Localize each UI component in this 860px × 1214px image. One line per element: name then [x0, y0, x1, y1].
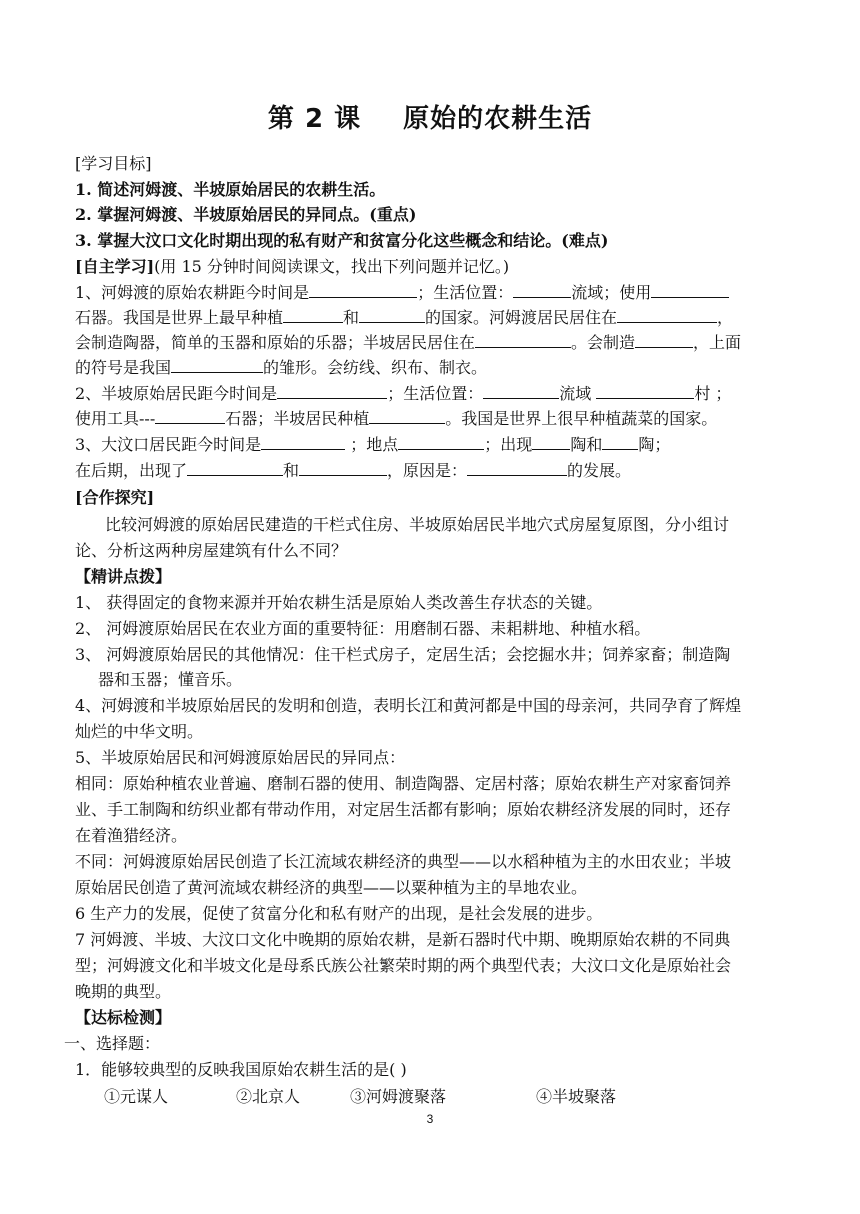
explain-same-2: 业、手工制陶和纺织业都有带动作用，对定居生活都有影响；原始农耕经济发展的同时，还存	[75, 800, 732, 819]
explain-heading: 【精讲点拨】	[75, 567, 172, 586]
explain-item-1: 1、 获得固定的食物来源并开始农耕生活是原始人类改善生存状态的关键。	[75, 593, 603, 612]
explain-item-5: 5、半坡原始居民和河姆渡原始居民的异同点：	[75, 748, 406, 767]
explain-same-3: 在着渔猎经济。	[75, 826, 188, 845]
fill-blank[interactable]	[617, 305, 717, 323]
goal-item-3: 3. 掌握大汶口文化时期出现的私有财产和贫富分化这些概念和结论。(难点)	[75, 231, 609, 250]
q3-line-2: 在后期，出现了 和 ，原因是： 的发展。	[75, 458, 795, 483]
fill-blank[interactable]	[602, 432, 638, 450]
fill-blank[interactable]	[532, 432, 570, 450]
test-heading: 【达标检测】	[75, 1008, 172, 1027]
q2-line-1: 2、半坡原始居民距今时间是 ；生活位置： 流域 村 ；	[75, 381, 795, 406]
q1-line-1: 1、河姆渡的原始农耕距今时间是 ；生活位置： 流域；使用	[75, 280, 795, 305]
self-study-heading-line	[75, 254, 795, 279]
option-d[interactable]: ④半坡聚落	[536, 1087, 617, 1106]
fill-blank[interactable]	[155, 406, 225, 424]
explain-item-2: 2、 河姆渡原始居民在农业方面的重要特征：用磨制石器、耒耜耕地、种植水稻。	[75, 619, 651, 638]
fill-blank[interactable]	[359, 305, 425, 323]
q1-line-3: 会制造陶器，简单的玉器和原始的乐器；半坡居民居住在 。会制造 ，上面	[75, 330, 795, 355]
test-section: 一、选择题：	[64, 1034, 161, 1053]
fill-blank[interactable]	[596, 381, 694, 399]
fill-blank[interactable]	[309, 280, 417, 298]
q3-line-1: 3、大汶口居民距今时间是 ；地点 ；出现 陶和 陶；	[75, 432, 795, 457]
explain-item-6: 6 生产力的发展，促使了贫富分化和私有财产的出现，是社会发展的进步。	[75, 904, 603, 923]
explain-item-7b: 型；河姆渡文化和半坡文化是母系氏族公社繁荣时期的两个典型代表；大汶口文化是原始社会	[75, 956, 732, 975]
explain-item-3b: 器和玉器；懂音乐。	[98, 670, 243, 689]
fill-blank[interactable]	[475, 330, 571, 348]
goal-item-1: 1. 简述河姆渡、半坡原始居民的农耕生活。	[75, 180, 386, 199]
cooperate-text-1: 比较河姆渡的原始居民建造的干栏式住房、半坡原始居民半地穴式房屋复原图，分小组讨	[105, 515, 730, 534]
explain-diff-2: 原始居民创造了黄河流域农耕经济的典型——以粟种植为主的旱地农业。	[75, 878, 588, 897]
fill-blank[interactable]	[635, 330, 693, 348]
q1-line-4: 的符号是我国 的雏形。会纺线、织布、制衣。	[75, 355, 795, 380]
fill-blank[interactable]	[171, 355, 263, 373]
option-c[interactable]: ③河姆渡聚落	[350, 1087, 447, 1106]
self-study-heading: [自主学习]	[75, 257, 155, 276]
fill-blank[interactable]	[467, 458, 567, 476]
explain-same-1: 相同：原始种植农业普遍、磨制石器的使用、制造陶器、定居村落；原始农耕生产对家畜饲养	[75, 774, 732, 793]
fill-blank[interactable]	[483, 381, 559, 399]
self-study-instruction: (用 15 分钟时间阅读课文，找出下列问题并记忆。)	[154, 257, 510, 276]
explain-item-4b: 灿烂的中华文明。	[75, 722, 204, 741]
page-number: 3	[426, 1112, 434, 1126]
fill-blank[interactable]	[283, 305, 343, 323]
option-b[interactable]: ②北京人	[236, 1087, 301, 1106]
explain-item-7c: 晚期的典型。	[75, 982, 172, 1001]
fill-blank[interactable]	[651, 280, 729, 298]
cooperate-heading: [合作探究]	[75, 488, 155, 507]
fill-blank[interactable]	[513, 280, 571, 298]
fill-blank[interactable]	[398, 432, 484, 450]
fill-blank[interactable]	[369, 406, 445, 424]
fill-blank[interactable]	[261, 432, 345, 450]
explain-item-3a: 3、 河姆渡原始居民的其他情况：住干栏式房子，定居生活；会挖掘水井；饲养家畜；制造陶	[75, 645, 731, 664]
explain-item-4a: 4、河姆渡和半坡原始居民的发明和创造，表明长江和黄河都是中国的母亲河，共同孕育了辉煌	[75, 696, 742, 715]
fill-blank[interactable]	[277, 381, 387, 399]
fill-blank[interactable]	[187, 458, 283, 476]
fill-blank[interactable]	[299, 458, 387, 476]
goals-heading: [学习目标]	[75, 154, 152, 173]
test-question-1: 1．能够较典型的反映我国原始农耕生活的是( )	[75, 1060, 407, 1079]
lesson-name: 原始的农耕生活	[403, 104, 593, 134]
option-a[interactable]: ①元谋人	[104, 1087, 169, 1106]
page-title	[0, 98, 860, 135]
q2-line-2: 使用工具--- 石器；半坡居民种植 。我国是世界上很早种植蔬菜的国家。	[75, 406, 795, 431]
explain-item-7a: 7 河姆渡、半坡、大汶口文化中晚期的原始农耕，是新石器时代中期、晚期原始农耕的不同典	[75, 930, 731, 949]
lesson-number: 第 2 课	[267, 104, 362, 134]
goal-item-2: 2. 掌握河姆渡、半坡原始居民的异同点。(重点)	[75, 205, 417, 224]
test-options	[104, 1084, 824, 1109]
cooperate-text-2: 论、分析这两种房屋建筑有什么不同？	[75, 541, 348, 560]
explain-diff-1: 不同：河姆渡原始居民创造了长江流域农耕经济的典型——以水稻种植为主的水田农业；半坡	[75, 852, 732, 871]
q1-line-2: 石器。我国是世界上最早种植 和 的国家。河姆渡居民居住在 ，	[75, 305, 795, 330]
